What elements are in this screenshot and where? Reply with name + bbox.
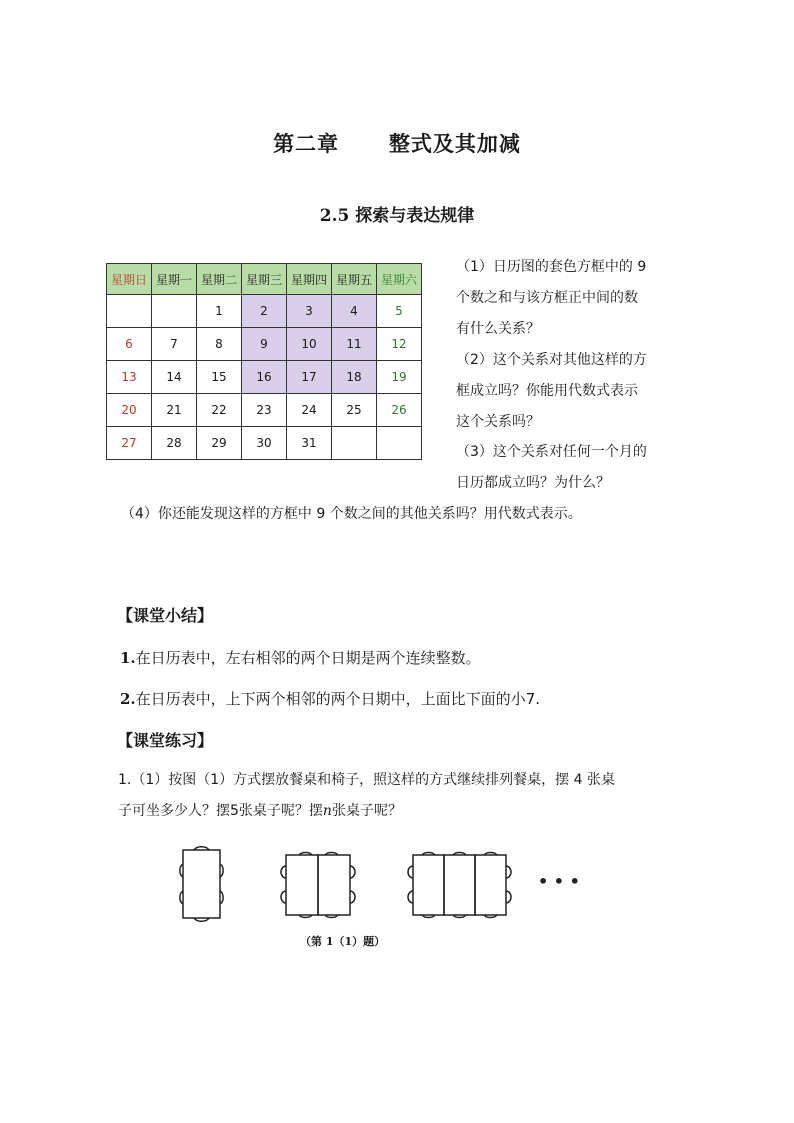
calendar-cell: 15 (197, 361, 242, 394)
calendar-row (107, 361, 422, 394)
summary-heading: 【课堂小结】 (117, 606, 214, 625)
calendar-cell-highlighted: 17 (287, 361, 332, 394)
calendar-cell-highlighted: 9 (242, 328, 287, 361)
dining-table (444, 855, 475, 915)
question-3-line: （3）这个关系对任何一个月的 (456, 444, 647, 460)
exercise-number: 5 (230, 803, 239, 819)
calendar-row (107, 427, 422, 460)
chapter-title: 第二章 整式及其加减 (273, 131, 521, 156)
calendar-cell: 30 (242, 427, 287, 460)
summary-point-2-text: 在日历表中，上下两个相邻的两个日期中，上面比下面的小 (135, 690, 526, 708)
exercise-1-line-1: 1.（1）按图（1）方式摆放餐桌和椅子，照这样的方式继续排列餐桌，摆 4 张桌 (118, 772, 615, 788)
question-1-line: （1）日历图的套色方框中的 9 (456, 259, 647, 275)
calendar-cell: 24 (287, 394, 332, 427)
calendar-header: 星期日 (107, 264, 152, 295)
dining-table (318, 855, 350, 915)
dining-table (475, 855, 506, 915)
calendar-header-row (107, 264, 422, 295)
calendar-cell: 31 (287, 427, 332, 460)
calendar-header: 星期六 (377, 264, 422, 295)
figure-3-tables (408, 852, 511, 917)
question-3 (456, 437, 678, 499)
calendar-cell (332, 427, 377, 460)
calendar-cell: 14 (152, 361, 197, 394)
calendar-cell: 7 (152, 328, 197, 361)
summary-point-2-number: 2. (120, 690, 136, 708)
calendar-row (107, 328, 422, 361)
calendar-row (107, 295, 422, 328)
calendar-cell-highlighted: 10 (287, 328, 332, 361)
calendar-cell-highlighted: 4 (332, 295, 377, 328)
exercise-text: 张桌子呢？摆 (238, 803, 323, 819)
calendar-cell-highlighted: 18 (332, 361, 377, 394)
practice-heading: 【课堂练习】 (117, 731, 214, 750)
summary-point-1-number: 1. (120, 649, 136, 667)
calendar-cell: 1 (197, 295, 242, 328)
question-1-line: 个数之和与该方框正中间的数 (456, 290, 638, 306)
figure-2-tables (281, 852, 355, 917)
exercise-1-line-2 (118, 796, 678, 827)
calendar-cell: 21 (152, 394, 197, 427)
calendar-header: 星期三 (242, 264, 287, 295)
table-arrangement-figure (160, 835, 580, 930)
exercise-variable-n: n (322, 803, 332, 819)
calendar-cell: 25 (332, 394, 377, 427)
calendar-cell-highlighted: 3 (287, 295, 332, 328)
calendar-header: 星期一 (152, 264, 197, 295)
question-2 (456, 345, 678, 438)
question-3-line: 日历都成立吗？为什么？ (456, 475, 610, 491)
dining-table (286, 855, 318, 915)
figure-1-table (180, 847, 223, 922)
exercise-1 (118, 765, 678, 827)
summary-point-2 (120, 688, 540, 709)
question-1-line: 有什么关系？ (456, 321, 540, 337)
ellipsis: • • • (538, 872, 580, 891)
calendar-cell: 23 (242, 394, 287, 427)
calendar-header: 星期五 (332, 264, 377, 295)
question-2-line: （2）这个关系对其他这样的方 (456, 352, 647, 368)
calendar-cell: 20 (107, 394, 152, 427)
calendar-cell: 27 (107, 427, 152, 460)
calendar-row (107, 394, 422, 427)
calendar-cell: 5 (377, 295, 422, 328)
question-1 (456, 252, 678, 345)
calendar-cell: 13 (107, 361, 152, 394)
exercise-text: 子可坐多少人？摆 (118, 803, 230, 819)
calendar-cell: 26 (377, 394, 422, 427)
exercise-text: 张桌子呢？ (331, 803, 402, 819)
calendar-cell: 6 (107, 328, 152, 361)
calendar-header: 星期四 (287, 264, 332, 295)
calendar-cell: 19 (377, 361, 422, 394)
calendar-header: 星期二 (197, 264, 242, 295)
summary-point-2-end: 7. (525, 690, 540, 708)
figure-caption: （第 1（1）题） (300, 935, 386, 948)
calendar-table (106, 263, 422, 460)
summary-point-1 (120, 647, 481, 668)
calendar-cell: 29 (197, 427, 242, 460)
calendar-cell-highlighted: 11 (332, 328, 377, 361)
calendar-cell (152, 295, 197, 328)
dining-table (413, 855, 444, 915)
dining-table (183, 850, 220, 918)
calendar-cell: 22 (197, 394, 242, 427)
calendar-cell: 12 (377, 328, 422, 361)
calendar-cell: 8 (197, 328, 242, 361)
summary-point-1-text: 在日历表中，左右相邻的两个日期是两个连续整数。 (135, 649, 481, 667)
question-2-line: 框成立吗？你能用代数式表示 (456, 383, 638, 399)
calendar-cell-highlighted: 2 (242, 295, 287, 328)
calendar-cell: 28 (152, 427, 197, 460)
calendar-cell (107, 295, 152, 328)
question-4: （4）你还能发现这样的方框中 9 个数之间的其他关系吗？用代数式表示。 (121, 506, 582, 522)
question-2-line: 这个关系吗？ (456, 414, 540, 430)
calendar-cell (377, 427, 422, 460)
calendar-cell-highlighted: 16 (242, 361, 287, 394)
section-title: 2.5 探索与表达规律 (319, 206, 475, 226)
